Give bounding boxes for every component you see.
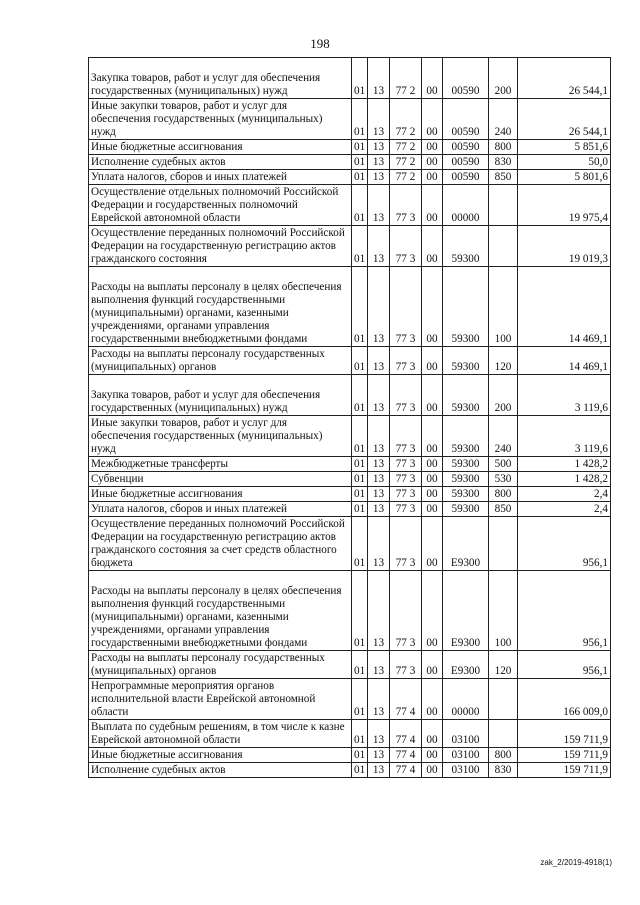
subprogram-code-cell: 00 <box>422 170 443 185</box>
table-row <box>89 472 611 487</box>
subprogram-code-cell: 00 <box>422 487 443 502</box>
subprogram-code-cell: 00 <box>422 58 443 99</box>
amount-cell: 26 544,1 <box>518 99 611 140</box>
direction-code-cell: Е9300 <box>443 651 489 679</box>
subsection-code-cell: 13 <box>368 185 390 226</box>
row-name-cell: Осуществление переданных полномочий Российской Федерации на государственную регистрацию актов гражданского состояния <box>89 226 352 267</box>
program-code-cell: 77 3 <box>390 651 422 679</box>
subsection-code-cell: 13 <box>368 651 390 679</box>
subsection-code-cell: 13 <box>368 763 390 778</box>
program-code-cell: 77 4 <box>390 748 422 763</box>
direction-code-cell: 00000 <box>443 679 489 720</box>
subsection-code-cell: 13 <box>368 502 390 517</box>
amount-cell: 5 801,6 <box>518 170 611 185</box>
direction-code-cell: 03100 <box>443 763 489 778</box>
subsection-code-cell: 13 <box>368 679 390 720</box>
budget-table <box>88 57 611 778</box>
subsection-code-cell: 13 <box>368 155 390 170</box>
table-row <box>89 763 611 778</box>
row-name-cell: Расходы на выплаты персоналу государственных (муниципальных) органов <box>89 347 352 375</box>
subsection-code-cell: 13 <box>368 517 390 571</box>
row-name-cell: Иные бюджетные ассигнования <box>89 748 352 763</box>
expense-type-cell: 850 <box>489 170 518 185</box>
subprogram-code-cell: 00 <box>422 748 443 763</box>
amount-cell: 159 711,9 <box>518 763 611 778</box>
expense-type-cell: 500 <box>489 457 518 472</box>
subprogram-code-cell: 00 <box>422 347 443 375</box>
amount-cell: 3 119,6 <box>518 375 611 416</box>
direction-code-cell: 00590 <box>443 140 489 155</box>
expense-type-cell <box>489 720 518 748</box>
section-code-cell: 01 <box>352 571 368 651</box>
row-name-cell: Иные закупки товаров, работ и услуг для обеспечения государственных (муниципальных) нужд <box>89 99 352 140</box>
subsection-code-cell: 13 <box>368 571 390 651</box>
table-row <box>89 571 611 651</box>
table-row <box>89 267 611 347</box>
expense-type-cell: 100 <box>489 267 518 347</box>
subprogram-code-cell: 00 <box>422 651 443 679</box>
subprogram-code-cell: 00 <box>422 140 443 155</box>
expense-type-cell: 200 <box>489 375 518 416</box>
section-code-cell: 01 <box>352 651 368 679</box>
expense-type-cell: 240 <box>489 99 518 140</box>
program-code-cell: 77 2 <box>390 58 422 99</box>
amount-cell: 5 851,6 <box>518 140 611 155</box>
row-name-cell: Закупка товаров, работ и услуг для обеспечения государственных (муниципальных) нужд <box>89 58 352 99</box>
table-row <box>89 651 611 679</box>
subsection-code-cell: 13 <box>368 487 390 502</box>
expense-type-cell <box>489 679 518 720</box>
table-row <box>89 185 611 226</box>
table-row <box>89 748 611 763</box>
row-name-cell: Межбюджетные трансферты <box>89 457 352 472</box>
table-row <box>89 170 611 185</box>
subprogram-code-cell: 00 <box>422 155 443 170</box>
program-code-cell: 77 2 <box>390 170 422 185</box>
subprogram-code-cell: 00 <box>422 472 443 487</box>
program-code-cell: 77 3 <box>390 267 422 347</box>
row-name-cell: Иные бюджетные ассигнования <box>89 140 352 155</box>
amount-cell: 3 119,6 <box>518 416 611 457</box>
section-code-cell: 01 <box>352 267 368 347</box>
expense-type-cell: 800 <box>489 748 518 763</box>
subprogram-code-cell: 00 <box>422 375 443 416</box>
amount-cell: 956,1 <box>518 571 611 651</box>
section-code-cell: 01 <box>352 155 368 170</box>
amount-cell: 1 428,2 <box>518 457 611 472</box>
program-code-cell: 77 3 <box>390 457 422 472</box>
direction-code-cell: Е9300 <box>443 571 489 651</box>
amount-cell: 50,0 <box>518 155 611 170</box>
section-code-cell: 01 <box>352 763 368 778</box>
amount-cell: 19 975,4 <box>518 185 611 226</box>
amount-cell: 166 009,0 <box>518 679 611 720</box>
program-code-cell: 77 3 <box>390 375 422 416</box>
table-row <box>89 720 611 748</box>
expense-type-cell: 530 <box>489 472 518 487</box>
section-code-cell: 01 <box>352 416 368 457</box>
program-code-cell: 77 3 <box>390 502 422 517</box>
table-row <box>89 487 611 502</box>
amount-cell: 14 469,1 <box>518 267 611 347</box>
program-code-cell: 77 3 <box>390 185 422 226</box>
program-code-cell: 77 3 <box>390 487 422 502</box>
expense-type-cell <box>489 185 518 226</box>
direction-code-cell: 00000 <box>443 185 489 226</box>
subprogram-code-cell: 00 <box>422 720 443 748</box>
subprogram-code-cell: 00 <box>422 99 443 140</box>
amount-cell: 2,4 <box>518 502 611 517</box>
row-name-cell: Закупка товаров, работ и услуг для обеспечения государственных (муниципальных) нужд <box>89 375 352 416</box>
program-code-cell: 77 2 <box>390 155 422 170</box>
subsection-code-cell: 13 <box>368 99 390 140</box>
budget-table-body <box>89 58 611 778</box>
amount-cell: 956,1 <box>518 651 611 679</box>
row-name-cell: Иные закупки товаров, работ и услуг для обеспечения государственных (муниципальных) нужд <box>89 416 352 457</box>
program-code-cell: 77 3 <box>390 226 422 267</box>
subsection-code-cell: 13 <box>368 457 390 472</box>
section-code-cell: 01 <box>352 457 368 472</box>
table-row <box>89 58 611 99</box>
subsection-code-cell: 13 <box>368 375 390 416</box>
page-number: 198 <box>310 36 330 51</box>
section-code-cell: 01 <box>352 170 368 185</box>
table-row <box>89 457 611 472</box>
amount-cell: 14 469,1 <box>518 347 611 375</box>
direction-code-cell: 00590 <box>443 170 489 185</box>
expense-type-cell <box>489 226 518 267</box>
direction-code-cell: 59300 <box>443 375 489 416</box>
program-code-cell: 77 3 <box>390 416 422 457</box>
expense-type-cell: 120 <box>489 651 518 679</box>
row-name-cell: Непрограммные мероприятия органов исполнительной власти Еврейской автономной области <box>89 679 352 720</box>
table-row <box>89 679 611 720</box>
program-code-cell: 77 3 <box>390 347 422 375</box>
subsection-code-cell: 13 <box>368 226 390 267</box>
amount-cell: 956,1 <box>518 517 611 571</box>
subsection-code-cell: 13 <box>368 748 390 763</box>
row-name-cell: Уплата налогов, сборов и иных платежей <box>89 170 352 185</box>
program-code-cell: 77 3 <box>390 472 422 487</box>
direction-code-cell: 59300 <box>443 472 489 487</box>
direction-code-cell: 59300 <box>443 347 489 375</box>
expense-type-cell: 200 <box>489 58 518 99</box>
subsection-code-cell: 13 <box>368 472 390 487</box>
section-code-cell: 01 <box>352 679 368 720</box>
row-name-cell: Иные бюджетные ассигнования <box>89 487 352 502</box>
program-code-cell: 77 3 <box>390 517 422 571</box>
direction-code-cell: 59300 <box>443 502 489 517</box>
expense-type-cell: 850 <box>489 502 518 517</box>
table-row <box>89 375 611 416</box>
amount-cell: 159 711,9 <box>518 748 611 763</box>
subprogram-code-cell: 00 <box>422 502 443 517</box>
amount-cell: 2,4 <box>518 487 611 502</box>
subsection-code-cell: 13 <box>368 170 390 185</box>
table-row <box>89 226 611 267</box>
row-name-cell: Расходы на выплаты персоналу в целях обеспечения выполнения функций государственными (муниципальными) органами, казенными учреждениями, органами управления государственными внебюджетными фондами <box>89 267 352 347</box>
expense-type-cell: 830 <box>489 155 518 170</box>
subsection-code-cell: 13 <box>368 140 390 155</box>
table-row <box>89 347 611 375</box>
expense-type-cell: 100 <box>489 571 518 651</box>
section-code-cell: 01 <box>352 185 368 226</box>
section-code-cell: 01 <box>352 517 368 571</box>
subprogram-code-cell: 00 <box>422 457 443 472</box>
subprogram-code-cell: 00 <box>422 517 443 571</box>
subprogram-code-cell: 00 <box>422 679 443 720</box>
row-name-cell: Субвенции <box>89 472 352 487</box>
subsection-code-cell: 13 <box>368 416 390 457</box>
direction-code-cell: 59300 <box>443 487 489 502</box>
subsection-code-cell: 13 <box>368 347 390 375</box>
expense-type-cell: 800 <box>489 487 518 502</box>
row-name-cell: Осуществление переданных полномочий Российской Федерации на государственную регистрацию актов гражданского состояния за счет средств областного бюджета <box>89 517 352 571</box>
section-code-cell: 01 <box>352 472 368 487</box>
section-code-cell: 01 <box>352 375 368 416</box>
direction-code-cell: 00590 <box>443 99 489 140</box>
section-code-cell: 01 <box>352 487 368 502</box>
expense-type-cell <box>489 517 518 571</box>
subsection-code-cell: 13 <box>368 58 390 99</box>
section-code-cell: 01 <box>352 347 368 375</box>
section-code-cell: 01 <box>352 748 368 763</box>
program-code-cell: 77 3 <box>390 571 422 651</box>
subsection-code-cell: 13 <box>368 267 390 347</box>
expense-type-cell: 120 <box>489 347 518 375</box>
table-row <box>89 140 611 155</box>
direction-code-cell: 00590 <box>443 155 489 170</box>
row-name-cell: Выплата по судебным решениям, в том числе к казне Еврейской автономной области <box>89 720 352 748</box>
section-code-cell: 01 <box>352 226 368 267</box>
program-code-cell: 77 4 <box>390 763 422 778</box>
table-row <box>89 416 611 457</box>
amount-cell: 1 428,2 <box>518 472 611 487</box>
direction-code-cell: 59300 <box>443 226 489 267</box>
subprogram-code-cell: 00 <box>422 267 443 347</box>
expense-type-cell: 800 <box>489 140 518 155</box>
section-code-cell: 01 <box>352 140 368 155</box>
direction-code-cell: 59300 <box>443 457 489 472</box>
subprogram-code-cell: 00 <box>422 185 443 226</box>
program-code-cell: 77 2 <box>390 99 422 140</box>
direction-code-cell: 00590 <box>443 58 489 99</box>
direction-code-cell: 59300 <box>443 267 489 347</box>
program-code-cell: 77 4 <box>390 720 422 748</box>
subprogram-code-cell: 00 <box>422 226 443 267</box>
row-name-cell: Уплата налогов, сборов и иных платежей <box>89 502 352 517</box>
section-code-cell: 01 <box>352 720 368 748</box>
program-code-cell: 77 2 <box>390 140 422 155</box>
row-name-cell: Исполнение судебных актов <box>89 155 352 170</box>
table-row <box>89 99 611 140</box>
section-code-cell: 01 <box>352 99 368 140</box>
direction-code-cell: 59300 <box>443 416 489 457</box>
table-row <box>89 517 611 571</box>
subprogram-code-cell: 00 <box>422 416 443 457</box>
section-code-cell: 01 <box>352 58 368 99</box>
row-name-cell: Осуществление отдельных полномочий Российской Федерации и государственных полномочий Еврейской автономной области <box>89 185 352 226</box>
row-name-cell: Расходы на выплаты персоналу государственных (муниципальных) органов <box>89 651 352 679</box>
subsection-code-cell: 13 <box>368 720 390 748</box>
subprogram-code-cell: 00 <box>422 571 443 651</box>
expense-type-cell: 240 <box>489 416 518 457</box>
table-row <box>89 502 611 517</box>
direction-code-cell: 03100 <box>443 720 489 748</box>
amount-cell: 19 019,3 <box>518 226 611 267</box>
amount-cell: 26 544,1 <box>518 58 611 99</box>
direction-code-cell: Е9300 <box>443 517 489 571</box>
subprogram-code-cell: 00 <box>422 763 443 778</box>
expense-type-cell: 830 <box>489 763 518 778</box>
section-code-cell: 01 <box>352 502 368 517</box>
table-row <box>89 155 611 170</box>
row-name-cell: Исполнение судебных актов <box>89 763 352 778</box>
footer-code: zak_2/2019-4918(1) <box>540 858 612 867</box>
amount-cell: 159 711,9 <box>518 720 611 748</box>
direction-code-cell: 03100 <box>443 748 489 763</box>
row-name-cell: Расходы на выплаты персоналу в целях обеспечения выполнения функций государственными (муниципальными) органами, казенными учреждениями, органами управления государственными внебюджетными фондами <box>89 571 352 651</box>
program-code-cell: 77 4 <box>390 679 422 720</box>
